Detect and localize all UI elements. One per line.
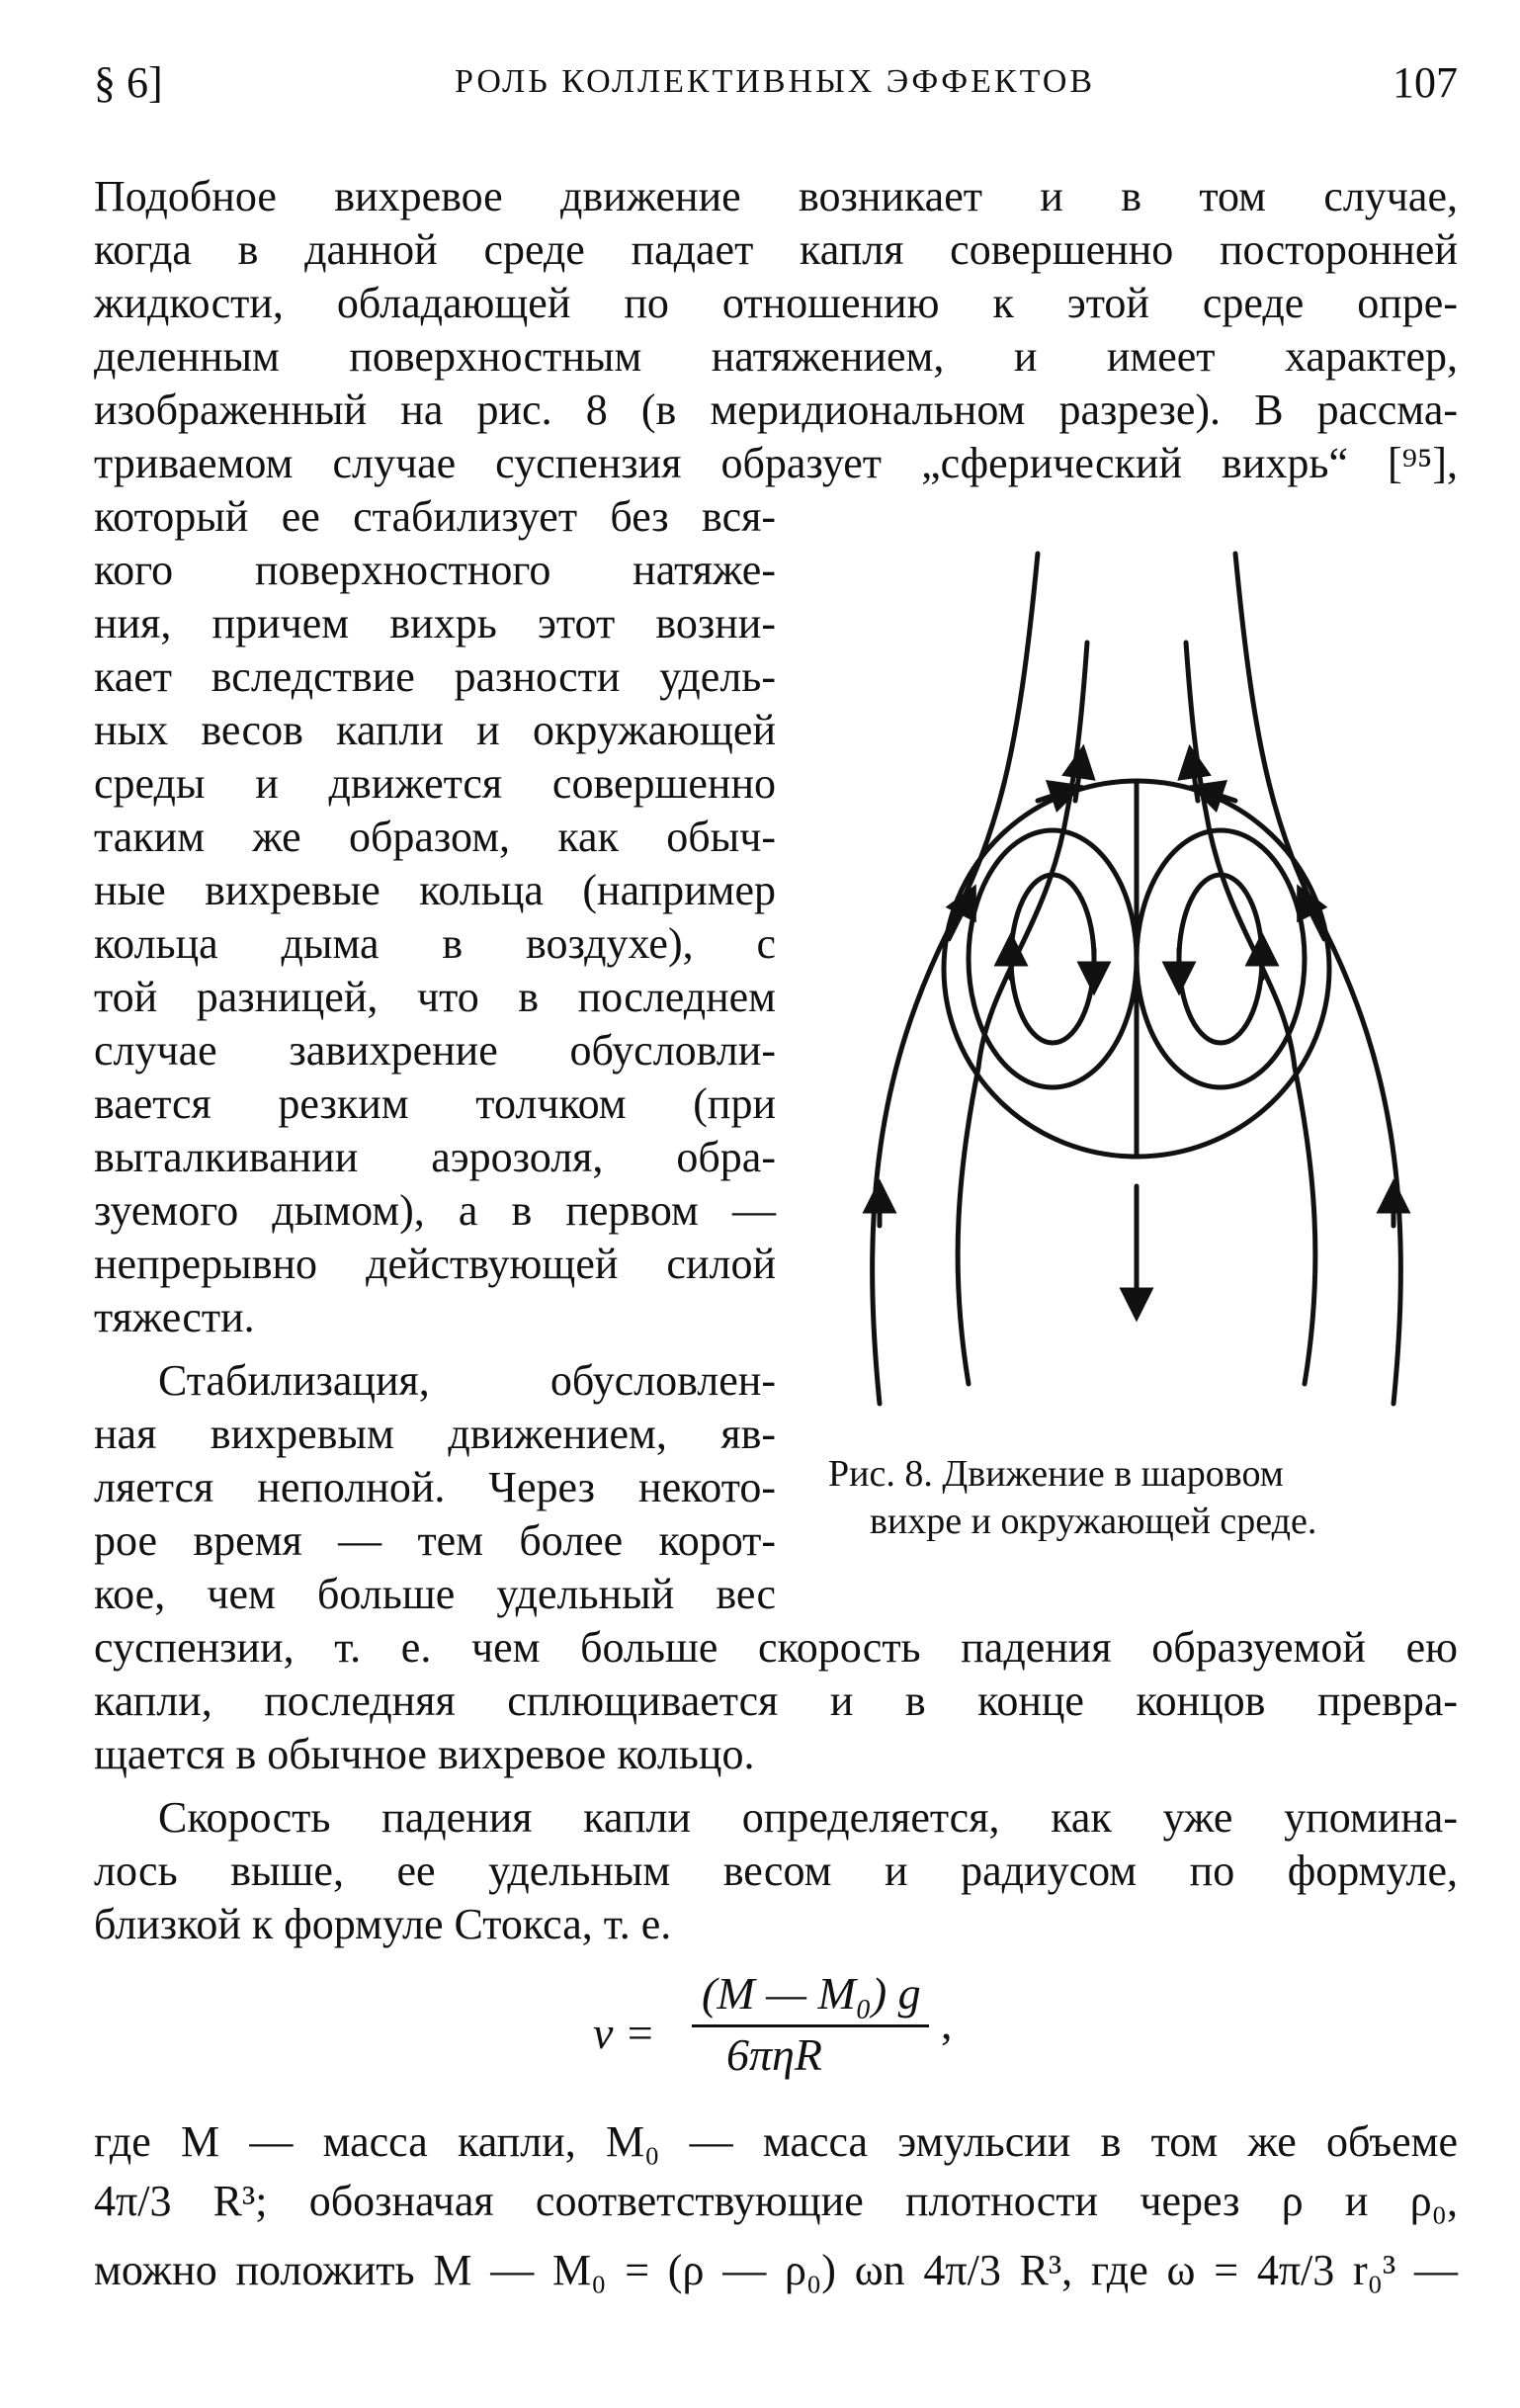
formula-comma: ,: [941, 1998, 953, 2048]
text-line: рое время — тем более корот-: [94, 1516, 776, 1565]
vortex-figure: [840, 514, 1433, 1453]
text-line: ная вихревым движением, яв-: [94, 1410, 776, 1458]
text-line: ляется неполной. Через некото-: [94, 1463, 776, 1511]
text-line: ния, причем вихрь этот возни-: [94, 599, 776, 647]
text-line: ные вихревые кольца (например: [94, 866, 776, 914]
text-line: изображенный на рис. 8 (в меридиональном разрезе). В рассма-: [94, 386, 1458, 434]
text-line: жидкости, обладающей по отношению к этой среде опре-: [94, 279, 1458, 327]
text-line: случае завихрение обусловли-: [94, 1026, 776, 1075]
text-line: когда в данной среде падает капля совершенно посторонней: [94, 225, 1458, 274]
text-line: лось выше, ее удельным весом и радиусом по формуле,: [94, 1847, 1458, 1895]
formula-denominator: 6πηR: [726, 2029, 822, 2080]
vortex-loop-left-inner: [1011, 875, 1094, 1043]
running-title: РОЛЬ КОЛЛЕКТИВНЫХ ЭФФЕКТОВ: [455, 63, 1096, 100]
text-line: Подобное вихревое движение возникает и в том случае,: [94, 172, 1458, 220]
formula-numerator: (M — M₀) g: [702, 1968, 921, 2019]
vortex-loop-right-inner: [1179, 875, 1262, 1043]
text-line: можно положить M — M₀ = (ρ — ρ₀) ωn 4π/3 R³, где ω = 4π/3 r₀³ —: [94, 2246, 1458, 2294]
text-line: ных весов капли и окружающей: [94, 706, 776, 754]
stokes-formula: [593, 1967, 1008, 2106]
text-line: щается в обычное вихревое кольцо.: [94, 1730, 755, 1778]
text-line: суспензии, т. е. чем больше скорость падения образуемой ею: [94, 1623, 1458, 1672]
text-line: капли, последняя сплющивается и в конце концов превра-: [94, 1677, 1458, 1725]
text-line: Стабилизация, обусловлен-: [158, 1356, 776, 1405]
text-line: вается резким толчком (при: [94, 1079, 776, 1128]
formula-lhs: v =: [593, 2008, 655, 2058]
text-line: кает вследствие разности удель-: [94, 652, 776, 701]
text-line: зуемого дымом), а в первом —: [94, 1186, 776, 1235]
text-line: той разницей, что в последнем: [94, 973, 776, 1021]
text-line: 4π/3 R³; обозначая соответствующие плотности через ρ и ρ₀,: [94, 2177, 1458, 2225]
text-line: выталкивании аэрозоля, обра-: [94, 1133, 776, 1181]
text-line: близкой к формуле Стокса, т. е.: [94, 1900, 672, 1948]
text-line: Скорость падения капли определяется, как уже упомина-: [158, 1793, 1458, 1842]
text-line: кольца дыма в воздухе), с: [94, 919, 776, 968]
text-line: тяжести.: [94, 1293, 255, 1341]
text-line: непрерывно действующей силой: [94, 1240, 776, 1288]
figure-caption-line: Рис. 8. Движение в шаровом: [828, 1453, 1284, 1495]
text-line: кого поверхностного натяже-: [94, 546, 776, 594]
text-line: триваемом случае суспензия образует „сферический вихрь“ [⁹⁵],: [94, 439, 1458, 487]
section-marker: § 6]: [94, 58, 163, 107]
text-line: который ее стабилизует без вся-: [94, 492, 776, 541]
text-line: деленным поверхностным натяжением, и имеет характер,: [94, 332, 1458, 381]
text-line: кое, чем больше удельный вес: [94, 1570, 776, 1618]
figure-caption-line: вихре и окружающей среде.: [870, 1501, 1317, 1542]
text-line: таким же образом, как обыч-: [94, 813, 776, 861]
text-line: среды и движется совершенно: [94, 759, 776, 808]
fraction-bar: [692, 2024, 929, 2027]
page-number: 107: [1393, 58, 1458, 107]
running-header: [94, 57, 1458, 127]
text-line: где M — масса капли, M₀ — масса эмульсии в том же объеме: [94, 2117, 1458, 2166]
